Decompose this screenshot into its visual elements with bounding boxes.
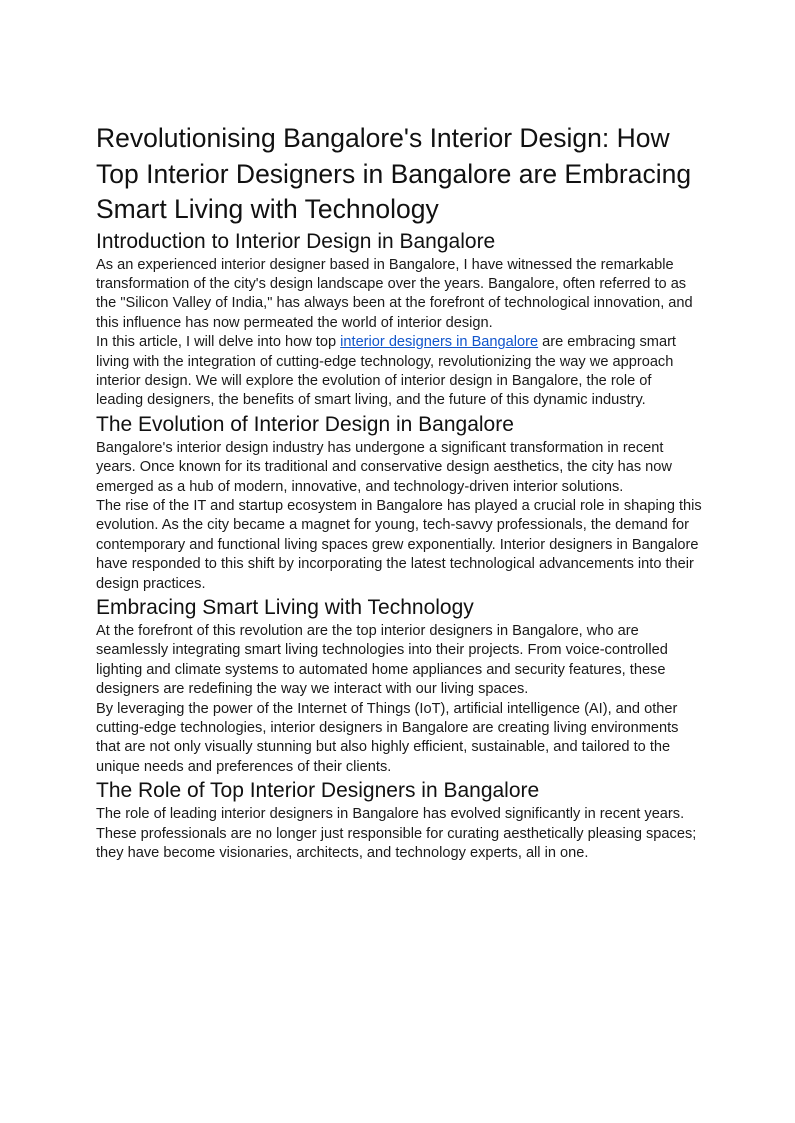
- paragraph: The role of leading interior designers in Bangalore has evolved significantly in recent years. These professionals are no longer just responsible for curating aesthetically pleasing spaces; they have become visionaries, architects, and technology experts, all in one.: [96, 806, 697, 862]
- paragraph: The rise of the IT and startup ecosystem in Bangalore has played a crucial role in shaping this evolution. As the city became a magnet for young, tech-savvy professionals, the demand for contemporary and functional living spaces grew exponentially. Interior designers in Bangalore have responded to this shift by incorporating the latest technological advancements into their design practices.: [96, 497, 702, 592]
- paragraph-with-link: [96, 333, 702, 411]
- section-heading-evolution: The Evolution of Interior Design in Bangalore: [96, 412, 514, 436]
- interior-designers-link[interactable]: interior designers in Bangalore: [340, 334, 539, 351]
- page-title: Revolutionising Bangalore's Interior Design: How Top Interior Designers in Bangalore are Embracing Smart Living with Technology: [96, 123, 692, 224]
- link-prefix-text: In this article, I will delve into how top: [96, 334, 341, 351]
- link-suffix-text: are embracing smart living with the integration of cutting-edge technology, revolutionizing the way we approach interior design. We will explore the evolution of interior design in Bangalore, the role of leading designers, the benefits of smart living, and the future of this dynamic industry.: [96, 334, 676, 409]
- paragraph: At the forefront of this revolution are the top interior designers in Bangalore, who are seamlessly integrating smart living technologies into their projects. From voice-controlled lighting and climate systems to automated home appliances and security features, these designers are redefining the way we interact with our living spaces.: [96, 623, 668, 698]
- paragraph: As an experienced interior designer based in Bangalore, I have witnessed the remarkable transformation of the city's design landscape over the years. Bangalore, often referred to as the "Silicon Valley of India," has always been at the forefront of technological innovation, and this influence has now permeated the world of interior design.: [96, 256, 693, 331]
- paragraph: Bangalore's interior design industry has undergone a significant transformation in recent years. Once known for its traditional and conservative design aesthetics, the city has now emerged as a hub of modern, innovative, and technology-driven interior solutions.: [96, 439, 672, 495]
- section-heading-smart-living: Embracing Smart Living with Technology: [96, 596, 474, 619]
- section-heading-role: The Role of Top Interior Designers in Bangalore: [96, 779, 540, 803]
- section-heading-introduction: Introduction to Interior Design in Bangalore: [96, 229, 496, 253]
- document-page: [96, 121, 702, 863]
- paragraph: By leveraging the power of the Internet of Things (IoT), artificial intelligence (AI), and other cutting-edge technologies, interior designers in Bangalore are creating living environments that are not only visually stunning but also highly efficient, sustainable, and tailored to the unique needs and preferences of their clients.: [96, 700, 679, 775]
